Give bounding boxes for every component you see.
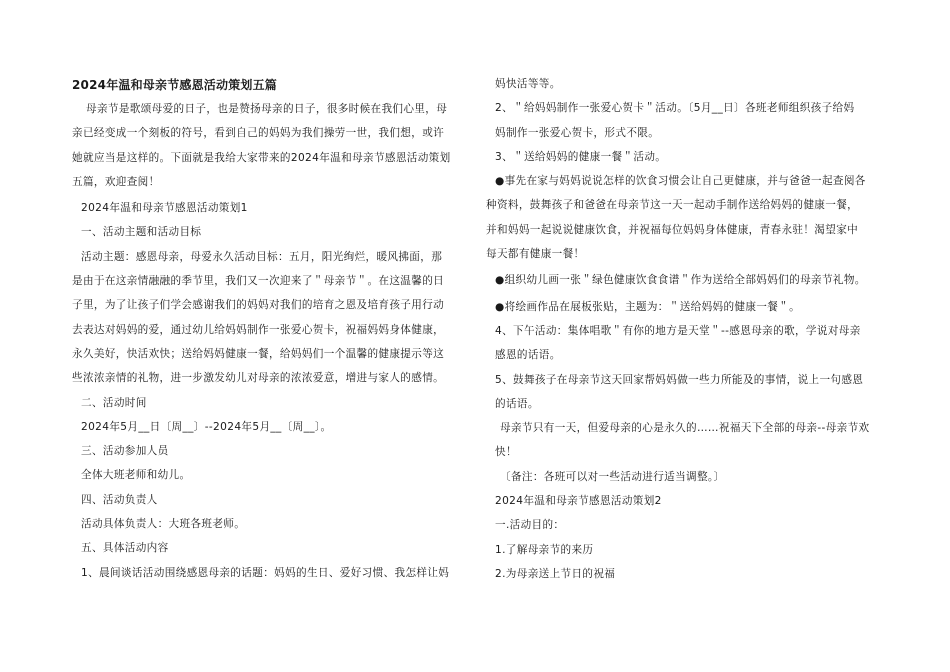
document-title: 2024年温和母亲节感恩活动策划五篇 [72, 78, 277, 92]
list-item-4: 4、下午活动：集体唱歌＂有你的地方是天堂＂--感恩母亲的歌，学说对母亲 [495, 324, 861, 337]
subheading-activity-content: 五、具体活动内容 [81, 542, 169, 555]
closing-line: 母亲节只有一天，但爱母亲的心是永久的……祝福天下全部的母亲--母亲节欢 [500, 422, 870, 435]
purpose-item-1: 1.了解母亲节的来历 [495, 543, 594, 556]
paragraph-line: 是由于在这亲情融融的季节里，我们又一次迎来了＂母亲节＂。在这温馨的日 [72, 275, 445, 288]
subheading-responsible: 四、活动负责人 [81, 493, 158, 506]
intro-line-4: 五篇，欢迎查阅！ [72, 175, 160, 188]
intro-line-1: 母亲节是歌颂母爱的日子，也是赞扬母亲的日子，很多时候在我们心里，母 [86, 103, 448, 115]
section-heading-plan-1: 2024年温和母亲节感恩活动策划1 [81, 202, 248, 215]
list-item-3: 3、＂送给妈妈的健康一餐＂活动。 [495, 150, 667, 163]
participants-value: 全体大班老师和幼儿。 [81, 469, 191, 482]
intro-line-2: 亲已经变成一个刻板的符号，看到自己的妈妈为我们操劳一世，我们想，或许 [72, 127, 445, 140]
section-heading-plan-2: 2024年温和母亲节感恩活动策划2 [495, 495, 662, 508]
paragraph-line: 种资料，鼓舞孩子和爸爸在母亲节这一天一起动手制作送给妈妈的健康一餐， [486, 199, 859, 212]
subheading-purpose: 一.活动目的： [495, 519, 565, 532]
paragraph-line: 感恩的话语。 [495, 349, 561, 362]
paragraph-line: 每天都有健康一餐！ [486, 248, 585, 261]
purpose-item-2: 2.为母亲送上节日的祝福 [495, 567, 616, 580]
paragraph-line: 快！ [495, 446, 517, 459]
paragraph-line: 妈快活等等。 [495, 78, 561, 90]
paragraph-line: 活动主题：感恩母亲，母爱永久活动目标：五月，阳光绚烂，暖风拂面，那 [81, 250, 443, 263]
note-line: 〔备注：各班可以对一些活动进行适当调整。〕 [500, 470, 725, 483]
paragraph-line: 永久美好，快活欢快；送给妈妈健康一餐，给妈妈们一个温馨的健康提示等这 [72, 347, 445, 360]
left-column-body [72, 97, 464, 585]
intro-line-3: 她就应当是这样的。下面就是我给大家带来的2024年温和母亲节感恩活动策划 [72, 151, 451, 164]
bullet-item: ●事先在家与妈妈说说怎样的饮食习惯会让自己更健康，并与爸爸一起查阅各 [495, 175, 866, 188]
responsible-value: 活动具体负责人：大班各班老师。 [81, 518, 246, 531]
activity-time-value: 2024年5月__日〔周__〕--2024年5月__〔周__〕。 [81, 420, 332, 433]
paragraph-line: 妈制作一张爱心贺卡，形式不限。 [495, 126, 660, 139]
subheading-participants: 三、活动参加人员 [81, 445, 169, 458]
subheading-activity-time: 二、活动时间 [81, 396, 147, 409]
paragraph-line: 并和妈妈一起说说健康饮食，并祝福每位妈妈身体健康，青春永驻！渴望家中 [486, 223, 859, 236]
right-column-body [486, 72, 870, 586]
paragraph-line: 子里，为了让孩子们学会感谢我们的妈妈对我们的培育之恩及培育孩子用行动 [72, 299, 445, 312]
paragraph-line: 的话语。 [495, 397, 539, 410]
list-item-5: 5、鼓舞孩子在母亲节这天回家帮妈妈做一些力所能及的事情，说上一句感恩 [495, 373, 864, 386]
paragraph-line: 1、晨间谈话活动围绕感恩母亲的话题：妈妈的生日、爱好习惯、我怎样让妈 [81, 566, 450, 579]
bullet-item: ●组织幼儿画一张＂绿色健康饮食食谱＂作为送给全部妈妈们的母亲节礼物。 [495, 274, 866, 287]
list-item-2: 2、＂给妈妈制作一张爱心贺卡＂活动。〔5月__日〕各班老师组织孩子给妈 [495, 102, 855, 115]
paragraph-line: 去表达对妈妈的爱，通过幼儿给妈妈制作一张爱心贺卡，祝福妈妈身体健康， [72, 323, 445, 336]
paragraph-line: 些浓浓亲情的礼物，进一步激发幼儿对母亲的浓浓爱意，增进与家人的感情。 [72, 372, 445, 385]
bullet-item: ●将绘画作品在展板张贴，主题为：＂送给妈妈的健康一餐＂。 [495, 300, 801, 313]
subheading-theme-goals: 一、活动主题和活动目标 [81, 226, 202, 239]
